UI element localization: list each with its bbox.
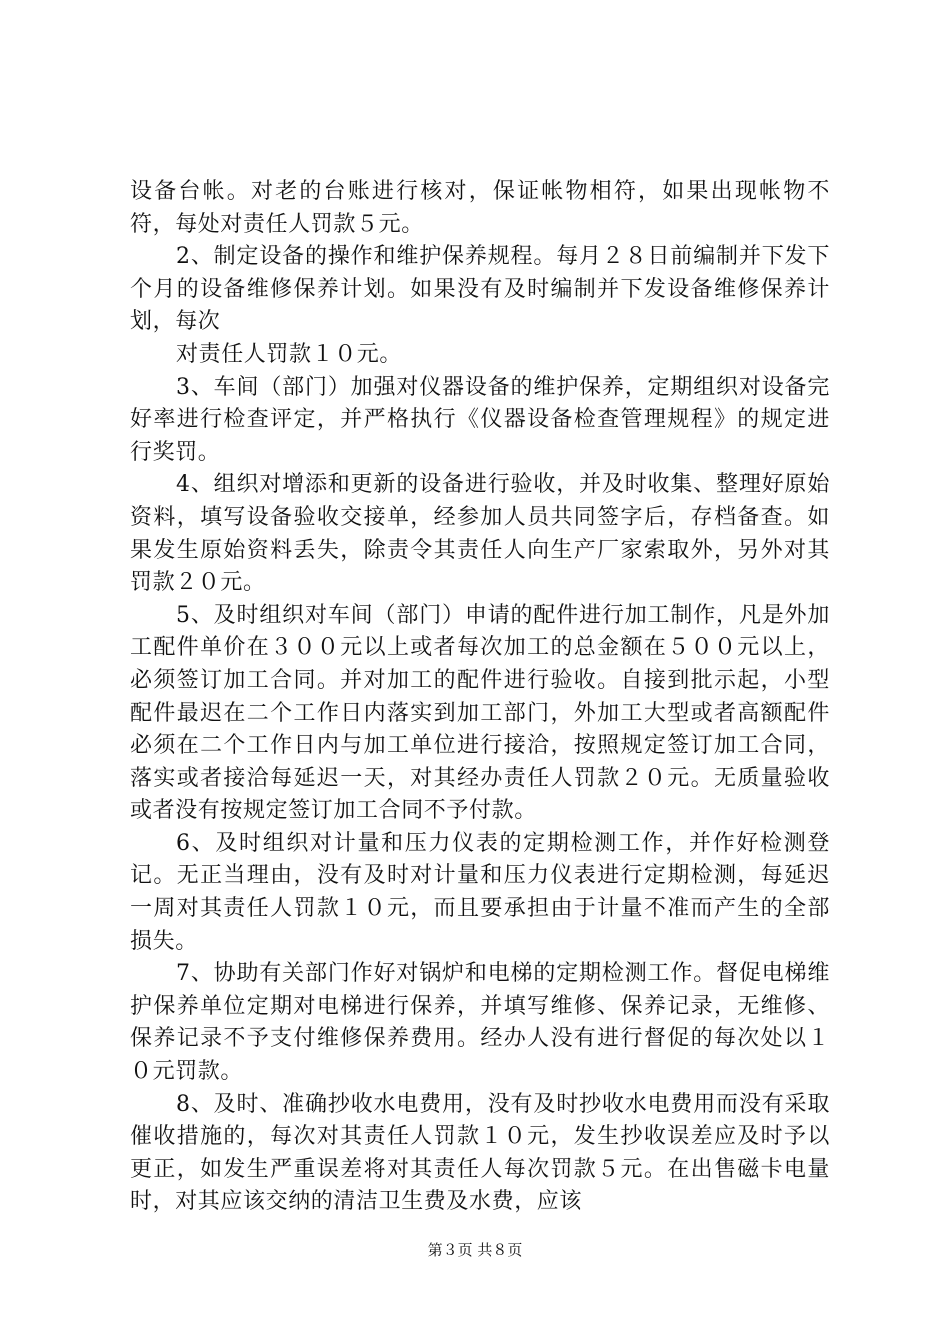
paragraph-item-4: 4、组织对增添和更新的设备进行验收，并及时收集、整理好原始资料，填写设备验收交接单，经参加人员共同签字后，存档备查。如果发生原始资料丢失，除责令其责任人向生产厂家索取外，另外对其罚款２０元。 [130,472,830,596]
paragraph-item-5: 5、及时组织对车间（部门）申请的配件进行加工制作，凡是外加工配件单价在３００元以上或者每次加工的总金额在５００元以上，必须签订加工合同。并对加工的配件进行验收。自接到批示起，小型配件最迟在二个工作日内落实到加工部门，外加工大型或者高额配件必须在二个工作日内与加工单位进行接洽，按照规定签订加工合同，落实或者接洽每延迟一天，对其经办责任人罚款２０元。无质量验收或者没有按规定签订加工合同不予付款。 [130,602,830,824]
paragraph-item-8: 8、及时、准确抄收水电费用，没有及时抄收水电费用而没有采取催收措施的，每次对其责任人罚款１０元，发生抄收误差应及时予以更正，如发生严重误差将对其责任人每次罚款５元。在出售磁卡电量时，对其应该交纳的清洁卫生费及水费，应该 [130,1091,830,1215]
paragraph-equipment-ledger: 设备台帐。对老的台账进行核对，保证帐物相符，如果出现帐物不符，每处对责任人罚款５元。 [130,179,830,237]
paragraph-item-2: 2、制定设备的操作和维护保养规程。每月２８日前编制并下发下个月的设备维修保养计划。如果没有及时编制并下发设备维修保养计划，每次 [130,244,830,335]
paragraph-item-2-continuation: 对责任人罚款１０元。 [176,341,403,367]
paragraph-item-7: 7、协助有关部门作好对锅炉和电梯的定期检测工作。督促电梯维护保养单位定期对电梯进行保养，并填写维修、保养记录，无维修、保养记录不予支付维修保养费用。经办人没有进行督促的每次处以１０元罚款。 [130,961,830,1085]
paragraph-item-6: 6、及时组织对计量和压力仪表的定期检测工作，并作好检测登记。无正当理由，没有及时对计量和压力仪表进行定期检测，每延迟一周对其责任人罚款１０元，而且要承担由于计量不准而产生的全部损失。 [130,830,830,954]
page-number-footer: 第３页 共８页 [427,1241,523,1259]
paragraph-item-3: 3、车间（部门）加强对仪器设备的维护保养，定期组织对设备完好率进行检查评定，并严格执行《仪器设备检查管理规程》的规定进行奖罚。 [130,374,830,465]
document-body [130,176,830,1219]
